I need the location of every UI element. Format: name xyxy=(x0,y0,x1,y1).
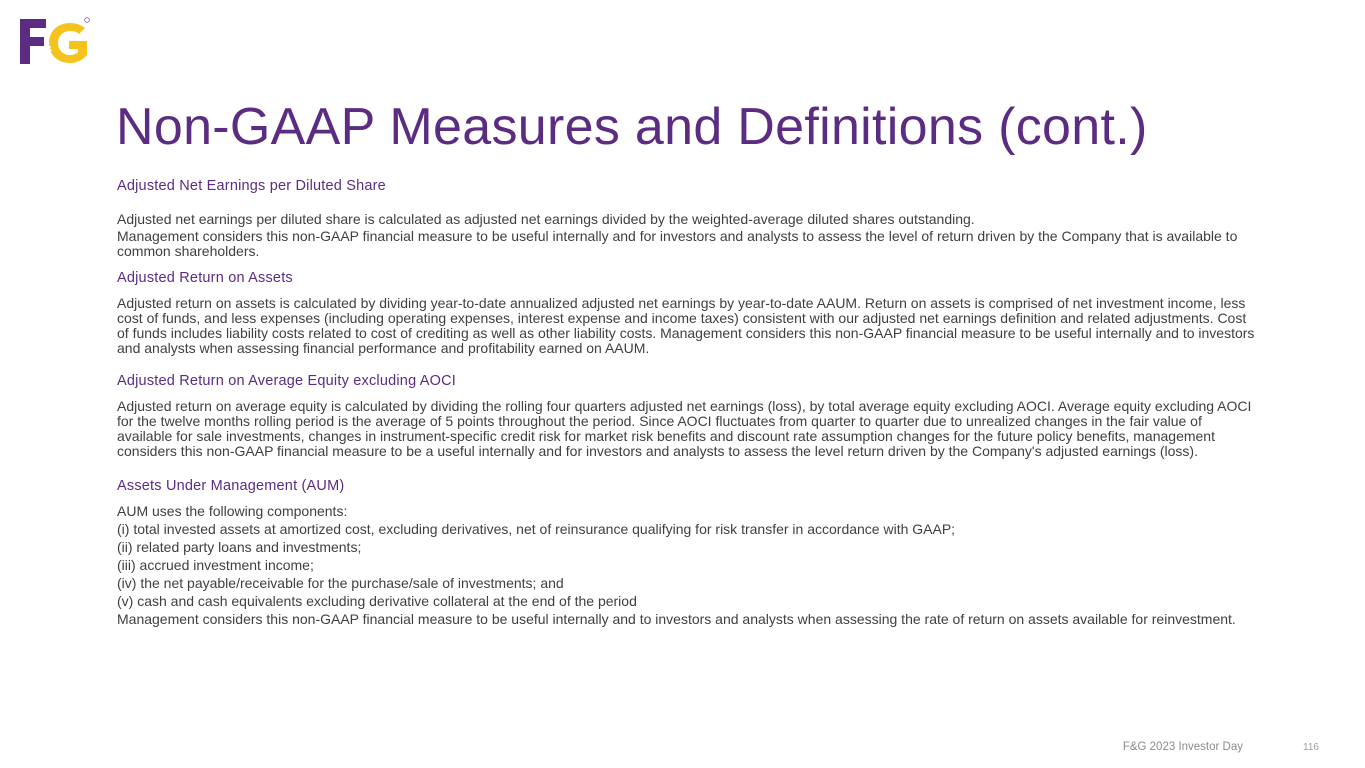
list-item: (iii) accrued investment income; xyxy=(117,557,314,573)
section-paragraph: Management considers this non-GAAP financial measure to be useful internally and to investors and analysts when assessing the rate of return on assets available for reinvestment. xyxy=(117,611,1236,627)
section-paragraph: Adjusted return on average equity is calculated by dividing the rolling four quarters adjusted net earnings (loss), by total average equity excluding AOCI. Average equity excluding AOCI for the twelve months rolling period is the average of 5 points throughout the period. Since AOCI fluctuates from quarter to quarter due to unrealized changes in the fair value of available for sale investments, changes in instrument-specific credit risk for market risk benefits and discount rate assumption changes for the future policy benefits, management considers this non-GAAP financial measure to be a useful internally and for investors and analysts to assess the level return driven by the Company's adjusted earnings (loss). xyxy=(117,398,1252,459)
section-heading: Assets Under Management (AUM) xyxy=(117,478,345,494)
content-body xyxy=(117,177,1257,627)
section-heading: Adjusted Return on Average Equity excluding AOCI xyxy=(117,373,457,389)
page-title: Non-GAAP Measures and Definitions (cont.) xyxy=(116,98,1148,156)
section-adjusted-roa xyxy=(117,269,1257,356)
list-item: (iv) the net payable/receivable for the purchase/sale of investments; and xyxy=(117,575,564,591)
section-paragraph: Adjusted net earnings per diluted share is calculated as adjusted net earnings divided by the weighted-average diluted shares outstanding. xyxy=(117,211,975,227)
company-logo xyxy=(20,17,90,67)
fg-logo-mark xyxy=(20,17,90,67)
list-intro: AUM uses the following components: xyxy=(117,503,348,519)
section-paragraph: Management considers this non-GAAP financial measure to be useful internally and for investors and analysts to assess the level of return driven by the Company that is available to common shareholders. xyxy=(117,228,1238,259)
section-adjusted-eps xyxy=(117,177,1257,259)
section-paragraph: Adjusted return on assets is calculated by dividing year-to-date annualized adjusted net earnings by year-to-date AAUM. Return on assets is comprised of net investment income, less cost of funds, and less expenses (including operating expenses, interest expense and income taxes) consistent with our adjusted net earnings definition and related adjustments. Cost of funds includes liability costs related to cost of crediting as well as other liability costs. Management considers this non-GAAP financial measure to be useful internally and to investors and analysts when assessing financial performance and profitability earned on AAUM. xyxy=(117,295,1255,356)
section-adjusted-roe xyxy=(117,372,1257,459)
logo-ampersand: & xyxy=(42,38,53,54)
section-aum xyxy=(117,477,1257,627)
list-item: (i) total invested assets at amortized cost, excluding derivatives, net of reinsurance qualifying for risk transfer in accordance with GAAP; xyxy=(117,521,956,537)
section-heading: Adjusted Return on Assets xyxy=(117,270,293,286)
list-item: (v) cash and cash equivalents excluding derivative collateral at the end of the period xyxy=(117,593,637,609)
page-number: 116 xyxy=(1303,742,1319,753)
logo-g-shape xyxy=(49,23,87,63)
footer-event-name: F&G 2023 Investor Day xyxy=(1122,741,1243,753)
section-heading: Adjusted Net Earnings per Diluted Share xyxy=(117,178,386,194)
list-item: (ii) related party loans and investments; xyxy=(117,539,362,555)
